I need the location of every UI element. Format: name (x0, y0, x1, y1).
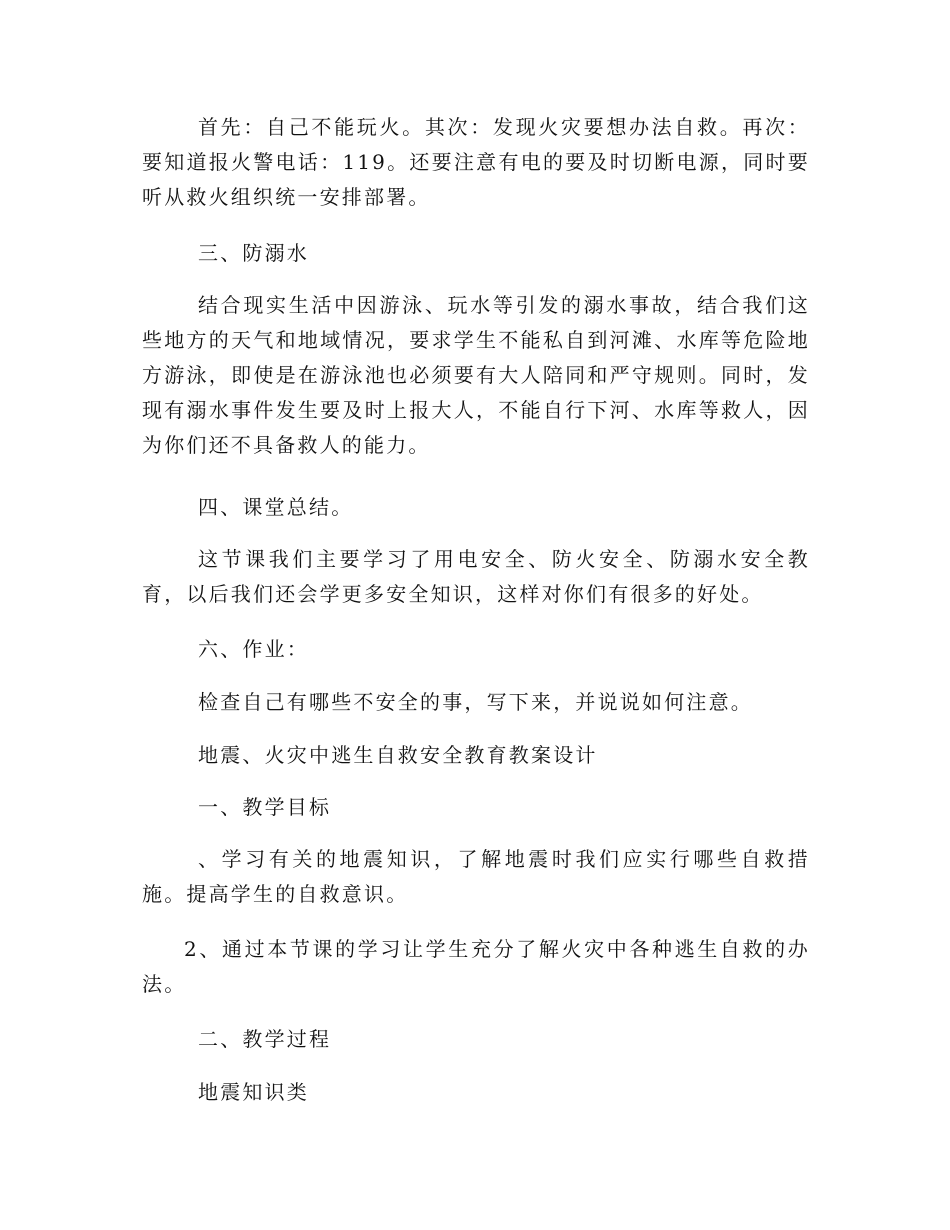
paragraph-homework: 检查自己有哪些不安全的事，写下来，并说说如何注意。 (198, 690, 753, 714)
heading-teaching-process: 二、教学过程 (198, 1027, 332, 1051)
paragraph-goal-2: 2、通过本节课的学习让学生充分了解火灾中各种逃生自救的办法。 (142, 937, 810, 996)
paragraph-fire-safety: 首先：自己不能玩火。其次：发现火灾要想办法自救。再次：要知道报火警电话：119。还要注意有电的要及时切断电源，同时要听从救火组织统一安排部署。 (142, 115, 810, 209)
paragraph-class-summary: 这节课我们主要学习了用电安全、防火安全、防溺水安全教育，以后我们还会学更多安全知识，这样对你们有很多的好处。 (142, 547, 810, 606)
paragraph-drowning-prevention: 结合现实生活中因游泳、玩水等引发的溺水事故，结合我们这些地方的天气和地域情况，要求学生不能私自到河滩、水库等危险地方游泳，即使是在游泳池也必须要有大人陪同和严守规则。同时，发现有溺水事件发生要及时上报大人，不能自行下河、水库等救人，因为你们还不具备救人的能力。 (142, 293, 810, 457)
lesson-title: 地震、火灾中逃生自救安全教育教案设计 (198, 743, 598, 767)
heading-teaching-goals: 一、教学目标 (198, 795, 332, 819)
paragraph-goal-1: 、学习有关的地震知识，了解地震时我们应实行哪些自救措施。提高学生的自救意识。 (142, 847, 810, 906)
heading-class-summary: 四、课堂总结。 (198, 495, 354, 519)
heading-drowning-prevention: 三、防溺水 (198, 241, 309, 265)
heading-earthquake-knowledge: 地震知识类 (198, 1080, 309, 1104)
heading-homework: 六、作业： (198, 637, 309, 661)
